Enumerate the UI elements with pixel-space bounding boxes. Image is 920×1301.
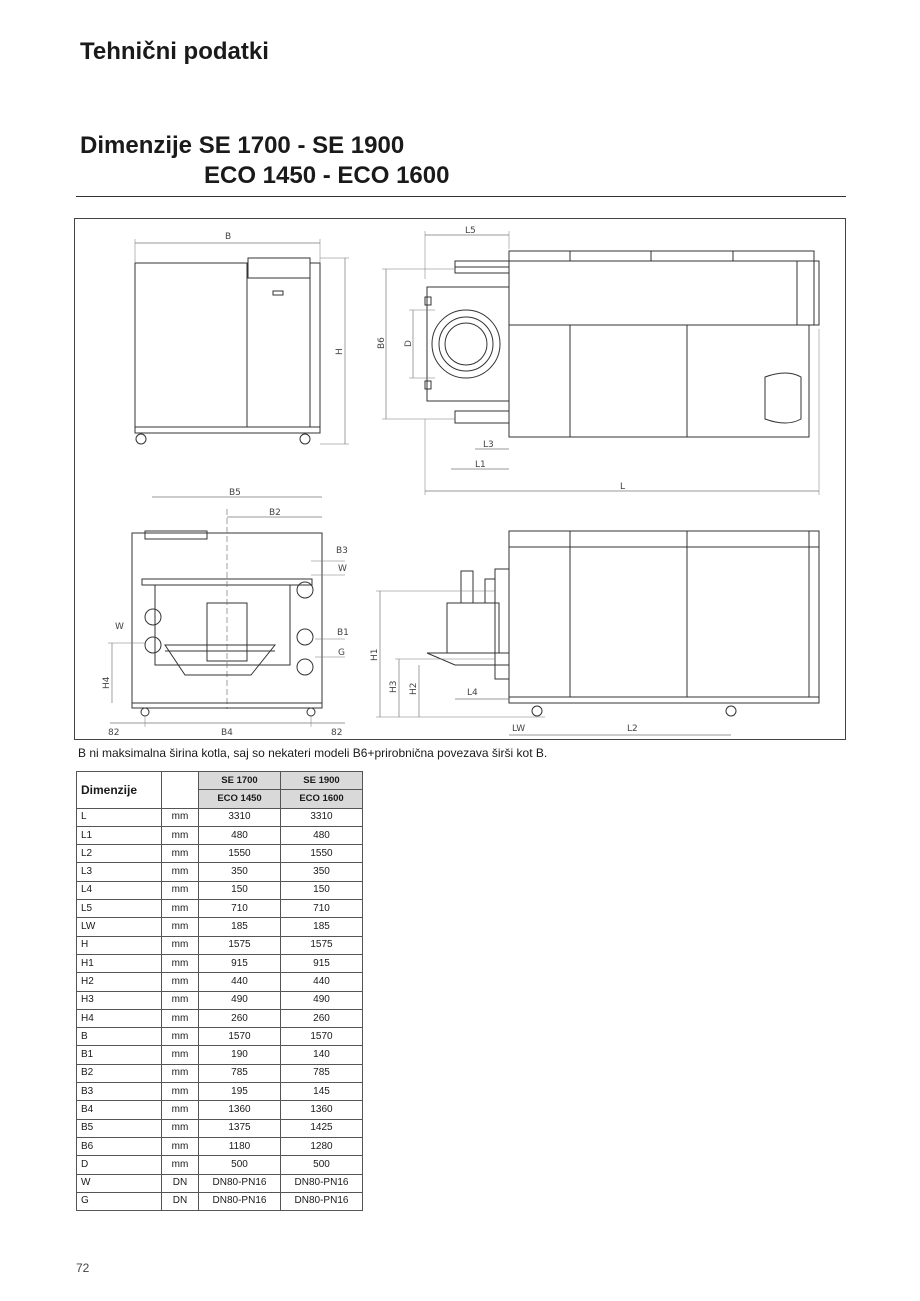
dim-label-L5: L5 xyxy=(465,226,476,236)
dimensions-table xyxy=(76,771,363,1211)
row-name: B5 xyxy=(77,1119,162,1137)
row-name: L1 xyxy=(77,826,162,844)
row-name: B1 xyxy=(77,1046,162,1064)
row-value-col1: 185 xyxy=(199,918,281,936)
row-value-col1: 190 xyxy=(199,1046,281,1064)
row-value-col2: 1550 xyxy=(281,845,363,863)
row-name: H2 xyxy=(77,973,162,991)
dim-label-H2: H2 xyxy=(409,682,419,695)
row-unit: mm xyxy=(162,826,199,844)
row-name: LW xyxy=(77,918,162,936)
row-unit: DN xyxy=(162,1192,199,1210)
row-value-col1: DN80-PN16 xyxy=(199,1192,281,1210)
table-row xyxy=(77,1046,363,1064)
table-row xyxy=(77,1137,363,1155)
table-row xyxy=(77,881,363,899)
row-value-col2: 500 xyxy=(281,1156,363,1174)
table-row xyxy=(77,1101,363,1119)
row-value-col1: 1550 xyxy=(199,845,281,863)
row-unit: DN xyxy=(162,1174,199,1192)
row-name: W xyxy=(77,1174,162,1192)
dim-label-B3: B3 xyxy=(336,546,348,556)
boiler-dimension-drawing xyxy=(75,219,845,739)
row-value-col2: 1360 xyxy=(281,1101,363,1119)
row-value-col2: 1575 xyxy=(281,936,363,954)
row-unit: mm xyxy=(162,900,199,918)
row-name: B2 xyxy=(77,1064,162,1082)
table-header-col2-top: SE 1900 xyxy=(281,772,363,790)
dim-label-W-right: W xyxy=(338,564,347,574)
row-name: G xyxy=(77,1192,162,1210)
row-value-col2: 1570 xyxy=(281,1028,363,1046)
row-name: H4 xyxy=(77,1009,162,1027)
table-header-col1-bottom: ECO 1450 xyxy=(199,790,281,808)
row-name: B4 xyxy=(77,1101,162,1119)
technical-drawing xyxy=(74,218,846,740)
row-unit: mm xyxy=(162,881,199,899)
row-unit: mm xyxy=(162,1119,199,1137)
row-value-col1: 710 xyxy=(199,900,281,918)
table-row xyxy=(77,900,363,918)
row-value-col1: 1360 xyxy=(199,1101,281,1119)
dim-label-B2: B2 xyxy=(269,508,281,518)
row-unit: mm xyxy=(162,1137,199,1155)
row-value-col1: 3310 xyxy=(199,808,281,826)
row-value-col2: 915 xyxy=(281,954,363,972)
row-value-col2: 150 xyxy=(281,881,363,899)
dimensions-title-line1: Dimenzije SE 1700 - SE 1900 xyxy=(80,132,405,159)
dim-label-B6: B6 xyxy=(377,337,387,349)
dim-label-H4: H4 xyxy=(102,676,112,689)
table-row xyxy=(77,954,363,972)
dim-label-H3: H3 xyxy=(389,680,399,693)
row-value-col2: 350 xyxy=(281,863,363,881)
table-row xyxy=(77,1009,363,1027)
row-value-col1: 490 xyxy=(199,991,281,1009)
row-value-col1: 1180 xyxy=(199,1137,281,1155)
row-value-col1: 440 xyxy=(199,973,281,991)
width-note: B ni maksimalna širina kotla, saj so nekateri modeli B6+prirobnična povezava širši kot B. xyxy=(78,746,548,760)
row-value-col2: 185 xyxy=(281,918,363,936)
row-unit: mm xyxy=(162,1028,199,1046)
table-row xyxy=(77,808,363,826)
row-value-col2: 1425 xyxy=(281,1119,363,1137)
dim-label-L: L xyxy=(620,482,626,492)
row-value-col2: DN80-PN16 xyxy=(281,1174,363,1192)
dim-label-82-right: 82 xyxy=(331,728,343,738)
row-name: B3 xyxy=(77,1083,162,1101)
row-value-col2: 3310 xyxy=(281,808,363,826)
row-value-col2: 260 xyxy=(281,1009,363,1027)
row-value-col1: 1375 xyxy=(199,1119,281,1137)
row-value-col1: 195 xyxy=(199,1083,281,1101)
table-row xyxy=(77,1156,363,1174)
row-name: D xyxy=(77,1156,162,1174)
table-row xyxy=(77,973,363,991)
row-name: L2 xyxy=(77,845,162,863)
section-title: Tehnični podatki xyxy=(80,38,269,65)
row-unit: mm xyxy=(162,1009,199,1027)
row-name: L xyxy=(77,808,162,826)
row-value-col1: 150 xyxy=(199,881,281,899)
table-row xyxy=(77,845,363,863)
row-unit: mm xyxy=(162,991,199,1009)
row-unit: mm xyxy=(162,1101,199,1119)
row-unit: mm xyxy=(162,863,199,881)
dim-label-LW: LW xyxy=(512,724,526,734)
table-row xyxy=(77,1083,363,1101)
row-value-col2: 785 xyxy=(281,1064,363,1082)
row-name: B6 xyxy=(77,1137,162,1155)
row-value-col2: 440 xyxy=(281,973,363,991)
row-value-col1: 1575 xyxy=(199,936,281,954)
table-row xyxy=(77,1064,363,1082)
table-row xyxy=(77,1192,363,1210)
table-row xyxy=(77,1174,363,1192)
row-unit: mm xyxy=(162,1046,199,1064)
row-name: L4 xyxy=(77,881,162,899)
row-unit: mm xyxy=(162,973,199,991)
row-value-col1: DN80-PN16 xyxy=(199,1174,281,1192)
row-unit: mm xyxy=(162,1156,199,1174)
table-row xyxy=(77,826,363,844)
front-view-body xyxy=(135,263,320,427)
table-header-dimensions: Dimenzije xyxy=(77,772,162,809)
table-header-unit xyxy=(162,772,199,809)
dim-label-G: G xyxy=(338,648,345,658)
table-row xyxy=(77,991,363,1009)
dimensions-title-line2: ECO 1450 - ECO 1600 xyxy=(204,162,450,189)
row-value-col2: 1280 xyxy=(281,1137,363,1155)
row-unit: mm xyxy=(162,936,199,954)
row-value-col1: 915 xyxy=(199,954,281,972)
table-row xyxy=(77,918,363,936)
row-unit: mm xyxy=(162,918,199,936)
row-value-col2: 490 xyxy=(281,991,363,1009)
row-value-col2: 480 xyxy=(281,826,363,844)
dim-label-W-left: W xyxy=(115,622,124,632)
row-unit: mm xyxy=(162,1083,199,1101)
row-value-col2: DN80-PN16 xyxy=(281,1192,363,1210)
dim-label-H: H xyxy=(335,348,345,355)
row-unit: mm xyxy=(162,1064,199,1082)
dim-label-H1: H1 xyxy=(370,648,380,661)
table-row xyxy=(77,863,363,881)
row-value-col1: 500 xyxy=(199,1156,281,1174)
row-value-col2: 145 xyxy=(281,1083,363,1101)
table-row xyxy=(77,1028,363,1046)
dim-label-L3: L3 xyxy=(483,440,494,450)
dim-label-B: B xyxy=(225,232,232,242)
row-value-col1: 350 xyxy=(199,863,281,881)
row-unit: mm xyxy=(162,808,199,826)
row-value-col1: 785 xyxy=(199,1064,281,1082)
dim-label-B1: B1 xyxy=(337,628,349,638)
row-name: B xyxy=(77,1028,162,1046)
row-value-col2: 140 xyxy=(281,1046,363,1064)
row-name: H3 xyxy=(77,991,162,1009)
row-value-col1: 260 xyxy=(199,1009,281,1027)
title-divider xyxy=(76,196,846,197)
row-unit: mm xyxy=(162,845,199,863)
row-value-col1: 480 xyxy=(199,826,281,844)
page-number: 72 xyxy=(76,1261,90,1275)
row-value-col2: 710 xyxy=(281,900,363,918)
row-name: H1 xyxy=(77,954,162,972)
table-row xyxy=(77,936,363,954)
row-value-col1: 1570 xyxy=(199,1028,281,1046)
dim-label-B4: B4 xyxy=(221,728,233,738)
dimensions-table-body xyxy=(77,808,363,1211)
row-name: H xyxy=(77,936,162,954)
row-name: L3 xyxy=(77,863,162,881)
dim-label-B5: B5 xyxy=(229,488,241,498)
dim-label-L2: L2 xyxy=(627,724,638,734)
row-unit: mm xyxy=(162,954,199,972)
dim-label-D: D xyxy=(404,340,414,347)
dim-label-L4: L4 xyxy=(467,688,478,698)
table-row xyxy=(77,1119,363,1137)
dim-label-L1: L1 xyxy=(475,460,486,470)
table-header-col1-top: SE 1700 xyxy=(199,772,281,790)
row-name: L5 xyxy=(77,900,162,918)
dim-label-82-left: 82 xyxy=(108,728,120,738)
table-header-col2-bottom: ECO 1600 xyxy=(281,790,363,808)
